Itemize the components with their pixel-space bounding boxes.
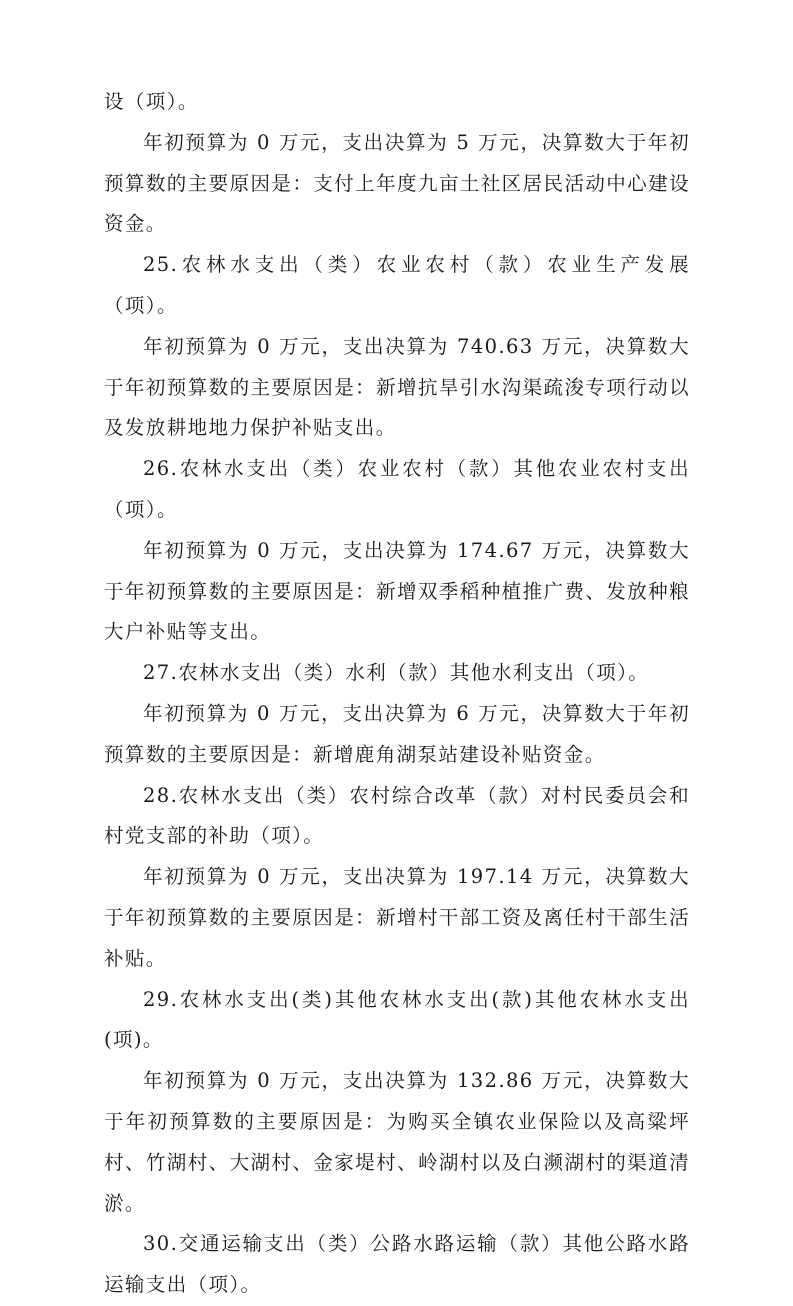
paragraph-budget-explanation: 年初预算为 0 万元，支出决算为 5 万元，决算数大于年初预算数的主要原因是：支付上年度九亩土社区居民活动中心建设资金。 <box>104 130 690 236</box>
document-body <box>104 82 690 1306</box>
paragraph-budget-explanation: 年初预算为 0 万元，支出决算为 197.14 万元，决算数大于年初预算数的主要原因是：新增村干部工资及离任村干部生活补贴。 <box>104 865 690 970</box>
paragraph-item-heading-29: 29.农林水支出(类)其他农林水支出(款)其他农林水支出(项)。 <box>104 987 690 1052</box>
paragraph-continuation: 设（项）。 <box>104 90 199 113</box>
paragraph-budget-explanation: 年初预算为 0 万元，支出决算为 174.67 万元，决算数大于年初预算数的主要原因是：新增双季稻种植推广费、发放种粮大户补贴等支出。 <box>104 538 690 644</box>
paragraph-item-heading-27: 27.农林水支出（类）水利（款）其他水利支出（项）。 <box>143 661 650 685</box>
paragraph-budget-explanation: 年初预算为 0 万元，支出决算为 6 万元，决算数大于年初预算数的主要原因是：新增鹿角湖泵站建设补贴资金。 <box>104 701 690 766</box>
paragraph-budget-explanation: 年初预算为 0 万元，支出决算为 132.86 万元，决算数大于年初预算数的主要原因是：为购买全镇农业保险以及高粱坪村、竹湖村、大湖村、金家堤村、岭湖村以及白濒湖村的渠道清淤。 <box>104 1069 690 1215</box>
paragraph-budget-explanation: 年初预算为 0 万元，支出决算为 740.63 万元，决算数大于年初预算数的主要原因是：新增抗旱引水沟渠疏浚专项行动以及发放耕地地力保护补贴支出。 <box>104 334 690 440</box>
paragraph-item-heading-26: 26.农林水支出（类）农业农村（款）其他农业农村支出（项）。 <box>104 457 690 521</box>
paragraph-item-heading-30: 30.交通运输支出（类）公路水路运输（款）其他公路水路运输支出（项）。 <box>104 1232 690 1297</box>
paragraph-item-heading-28: 28.农林水支出（类）农村综合改革（款）对村民委员会和村党支部的补助（项）。 <box>104 783 690 848</box>
paragraph-item-heading-25: 25.农林水支出（类）农业农村（款）农业生产发展（项）。 <box>104 253 690 317</box>
